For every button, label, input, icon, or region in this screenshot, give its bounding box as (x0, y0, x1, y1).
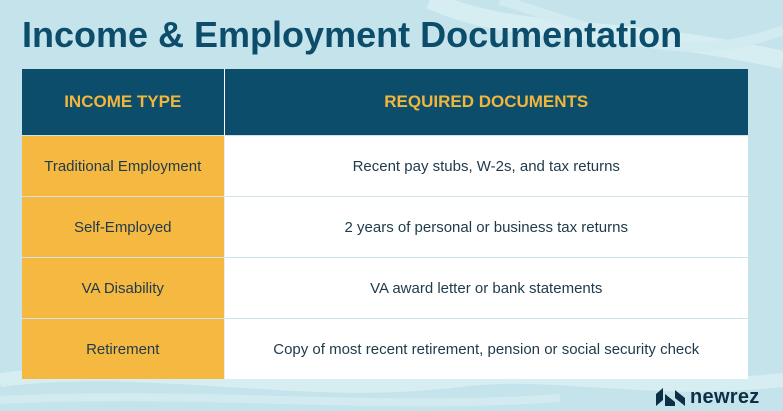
table-header-row (22, 69, 748, 136)
required-documents-cell: Recent pay stubs, W-2s, and tax returns (224, 136, 748, 197)
required-documents-cell: Copy of most recent retirement, pension or social security check (224, 319, 748, 380)
page-title: Income & Employment Documentation (22, 14, 683, 55)
income-type-cell: Retirement (22, 319, 224, 380)
income-type-cell: VA Disability (22, 258, 224, 319)
header-income-type: INCOME TYPE (22, 69, 224, 136)
header-required-documents: REQUIRED DOCUMENTS (224, 69, 748, 136)
table-row (22, 197, 748, 258)
newrez-logo (656, 386, 760, 408)
income-type-cell: Traditional Employment (22, 136, 224, 197)
required-documents-cell: 2 years of personal or business tax returns (224, 197, 748, 258)
required-documents-cell: VA award letter or bank statements (224, 258, 748, 319)
table-row (22, 258, 748, 319)
newrez-logo-icon (656, 388, 686, 406)
table-row (22, 136, 748, 197)
income-type-cell: Self-Employed (22, 197, 224, 258)
table-row (22, 319, 748, 380)
documentation-table (22, 69, 748, 379)
logo-text: newrez (690, 385, 760, 408)
